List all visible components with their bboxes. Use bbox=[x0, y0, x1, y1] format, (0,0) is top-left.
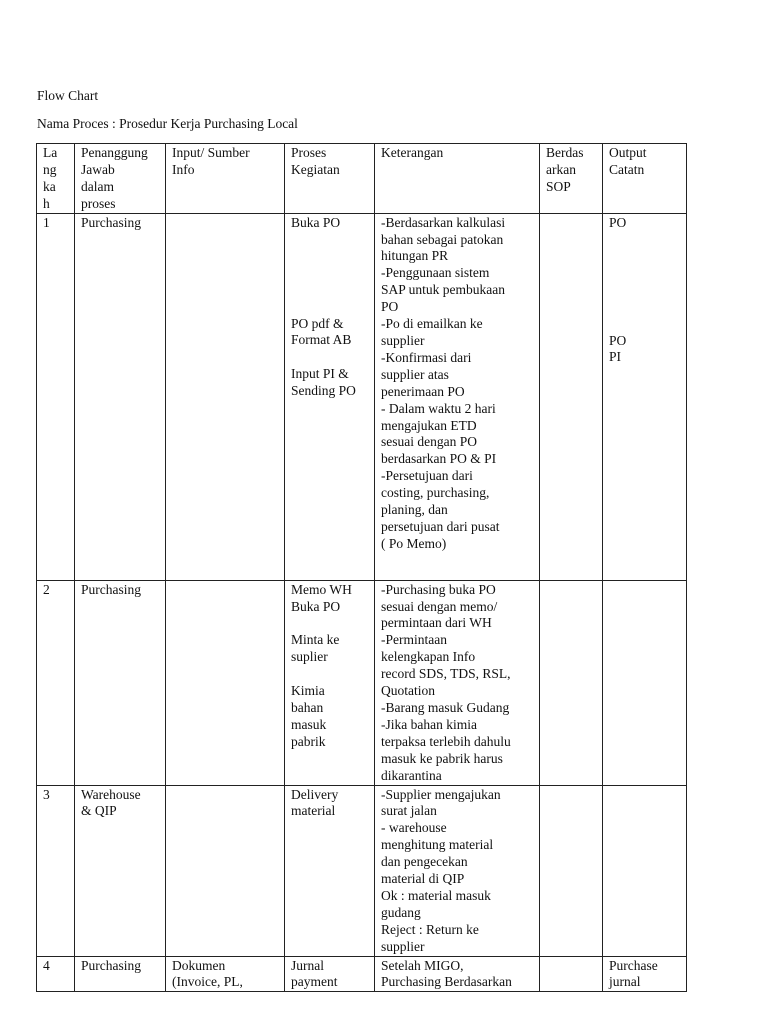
text-line: supplier bbox=[381, 938, 425, 954]
output-cell bbox=[603, 213, 687, 580]
text-line: proses bbox=[81, 195, 116, 211]
sop-cell bbox=[540, 956, 603, 992]
text-line: Quotation bbox=[381, 683, 435, 699]
text-line: -Supplier mengajukan bbox=[381, 786, 501, 802]
text-line: planing, dan bbox=[381, 502, 448, 518]
table-row bbox=[37, 580, 687, 785]
header-berdasarkan-sop bbox=[540, 144, 603, 214]
text-line: PI bbox=[609, 349, 622, 365]
text-line: Output bbox=[609, 145, 647, 160]
input-cell bbox=[166, 213, 285, 580]
text-line: PO pdf & bbox=[291, 315, 344, 331]
process-cell bbox=[285, 956, 375, 992]
step-number: 2 bbox=[37, 580, 75, 785]
sop-cell bbox=[540, 580, 603, 785]
text-line: dikarantina bbox=[381, 767, 442, 783]
text-line: PO bbox=[609, 214, 627, 230]
process-group bbox=[291, 366, 374, 400]
text-line: Ok : material masuk bbox=[381, 887, 491, 903]
output-cell bbox=[603, 785, 687, 956]
table-header-row bbox=[37, 144, 687, 214]
step-number: 3 bbox=[37, 785, 75, 956]
text-line: - Dalam waktu 2 hari bbox=[381, 400, 496, 416]
header-langkah bbox=[37, 144, 75, 214]
text-line: Input PI & bbox=[291, 366, 349, 382]
table-row bbox=[37, 956, 687, 992]
text-line: -Berdasarkan kalkulasi bbox=[381, 214, 506, 230]
flow-table bbox=[36, 143, 687, 992]
text-line: pabrik bbox=[291, 733, 326, 749]
process-name: Nama Proces : Prosedur Kerja Purchasing Local bbox=[37, 116, 298, 131]
table-row bbox=[37, 785, 687, 956]
text-line: bahan sebagai patokan bbox=[381, 231, 504, 247]
text-line: ng bbox=[43, 161, 57, 177]
text-line: (Invoice, PL, bbox=[172, 974, 243, 990]
text-line: Penanggung bbox=[81, 145, 148, 160]
text-line: - warehouse bbox=[381, 820, 447, 836]
process-cell bbox=[285, 213, 375, 580]
text-line: payment bbox=[291, 974, 338, 990]
text-line: ka bbox=[43, 178, 56, 194]
text-line: Berdas bbox=[546, 145, 584, 160]
text-line: hitungan PR bbox=[381, 248, 449, 264]
process-group bbox=[291, 958, 374, 992]
notes-cell bbox=[375, 213, 540, 580]
text-line: -Persetujuan dari bbox=[381, 468, 473, 484]
text-line: terpaksa terlebih dahulu bbox=[381, 733, 511, 749]
process-group bbox=[291, 632, 374, 666]
notes-cell bbox=[375, 956, 540, 992]
text-line: -Permintaan bbox=[381, 632, 447, 648]
text-line: menghitung material bbox=[381, 837, 494, 853]
output-group bbox=[609, 333, 686, 367]
text-line: -Penggunaan sistem bbox=[381, 265, 490, 281]
responsible-cell bbox=[75, 213, 166, 580]
text-line: Buka PO bbox=[291, 598, 341, 614]
text-line: supplier atas bbox=[381, 366, 449, 382]
input-cell bbox=[166, 956, 285, 992]
text-line: Delivery bbox=[291, 786, 339, 802]
text-line: Dokumen bbox=[172, 957, 226, 973]
input-cell bbox=[166, 785, 285, 956]
text-line: bahan bbox=[291, 700, 324, 716]
process-cell bbox=[285, 580, 375, 785]
text-line: Jawab bbox=[81, 161, 115, 177]
text-line: mengajukan ETD bbox=[381, 417, 477, 433]
process-group bbox=[291, 215, 374, 232]
header-penanggung-jawab bbox=[75, 144, 166, 214]
responsible-cell bbox=[75, 956, 166, 992]
text-line: persetujuan dari pusat bbox=[381, 518, 500, 534]
text-line: costing, purchasing, bbox=[381, 485, 490, 501]
text-line: Purchasing Berdasarkan bbox=[381, 974, 512, 990]
text-line: PO bbox=[609, 332, 627, 348]
text-line: Purchase bbox=[609, 957, 658, 973]
text-line: Memo WH bbox=[291, 581, 352, 597]
document-title: Flow Chart bbox=[37, 88, 99, 103]
text-line: Format AB bbox=[291, 332, 352, 348]
process-group bbox=[291, 787, 374, 821]
text-line: Proses bbox=[291, 145, 327, 160]
step-number: 1 bbox=[37, 213, 75, 580]
text-line: -Barang masuk Gudang bbox=[381, 699, 510, 715]
text-line: PO bbox=[381, 299, 399, 315]
text-line: SOP bbox=[546, 178, 571, 194]
process-group bbox=[291, 683, 374, 751]
output-group bbox=[609, 215, 686, 232]
output-cell bbox=[603, 956, 687, 992]
text-line: Purchasing bbox=[81, 214, 141, 230]
step-number: 4 bbox=[37, 956, 75, 992]
text-line: Kimia bbox=[291, 683, 325, 699]
text-line: Purchasing bbox=[81, 957, 141, 973]
text-line: jurnal bbox=[609, 974, 641, 990]
process-group bbox=[291, 582, 374, 616]
text-line: Sending PO bbox=[291, 383, 356, 399]
input-cell bbox=[166, 580, 285, 785]
text-line: suplier bbox=[291, 649, 328, 665]
responsible-cell bbox=[75, 785, 166, 956]
text-line: Kegiatan bbox=[291, 161, 340, 177]
sop-cell bbox=[540, 213, 603, 580]
text-line: -Purchasing buka PO bbox=[381, 581, 496, 597]
text-line: -Po di emailkan ke bbox=[381, 316, 483, 332]
text-line: surat jalan bbox=[381, 803, 437, 819]
text-line: -Jika bahan kimia bbox=[381, 716, 477, 732]
text-line: masuk ke pabrik harus bbox=[381, 750, 503, 766]
text-line: Warehouse bbox=[81, 786, 141, 802]
header-keterangan bbox=[375, 144, 540, 214]
text-line: material bbox=[291, 803, 336, 819]
text-line: h bbox=[43, 195, 50, 211]
text-line: Reject : Return ke bbox=[381, 921, 479, 937]
text-line: arkan bbox=[546, 161, 576, 177]
text-line: permintaan dari WH bbox=[381, 615, 492, 631]
text-line: Purchasing bbox=[81, 581, 141, 597]
text-line: penerimaan PO bbox=[381, 383, 465, 399]
header-input bbox=[166, 144, 285, 214]
text-line: Buka PO bbox=[291, 214, 341, 230]
text-line: SAP untuk pembukaan bbox=[381, 282, 505, 298]
text-line: & QIP bbox=[81, 803, 117, 819]
text-line: Input/ Sumber bbox=[172, 145, 250, 160]
output-cell bbox=[603, 580, 687, 785]
text-line: Jurnal bbox=[291, 957, 324, 973]
text-line: record SDS, TDS, RSL, bbox=[381, 666, 511, 682]
notes-cell bbox=[375, 785, 540, 956]
process-group bbox=[291, 316, 374, 350]
text-line: supplier bbox=[381, 332, 425, 348]
text-line: kelengkapan Info bbox=[381, 649, 476, 665]
text-line: Catatn bbox=[609, 161, 645, 177]
text-line: ( Po Memo) bbox=[381, 535, 447, 551]
text-line: sesuai dengan PO bbox=[381, 434, 477, 450]
text-line: gudang bbox=[381, 904, 421, 920]
text-line: Minta ke bbox=[291, 632, 340, 648]
text-line: material di QIP bbox=[381, 871, 465, 887]
text-line: Info bbox=[172, 161, 195, 177]
text-line: -Konfirmasi dari bbox=[381, 349, 472, 365]
text-line: dalam bbox=[81, 178, 114, 194]
responsible-cell bbox=[75, 580, 166, 785]
header-proses bbox=[285, 144, 375, 214]
text-line: berdasarkan PO & PI bbox=[381, 451, 497, 467]
notes-cell bbox=[375, 580, 540, 785]
process-cell bbox=[285, 785, 375, 956]
text-line: dan pengecekan bbox=[381, 854, 468, 870]
text-line: sesuai dengan memo/ bbox=[381, 598, 498, 614]
text-line: Setelah MIGO, bbox=[381, 957, 464, 973]
text-line: La bbox=[43, 145, 58, 160]
sop-cell bbox=[540, 785, 603, 956]
text-line: Keterangan bbox=[381, 145, 444, 160]
table-row bbox=[37, 213, 687, 580]
header-output bbox=[603, 144, 687, 214]
text-line: masuk bbox=[291, 717, 327, 733]
